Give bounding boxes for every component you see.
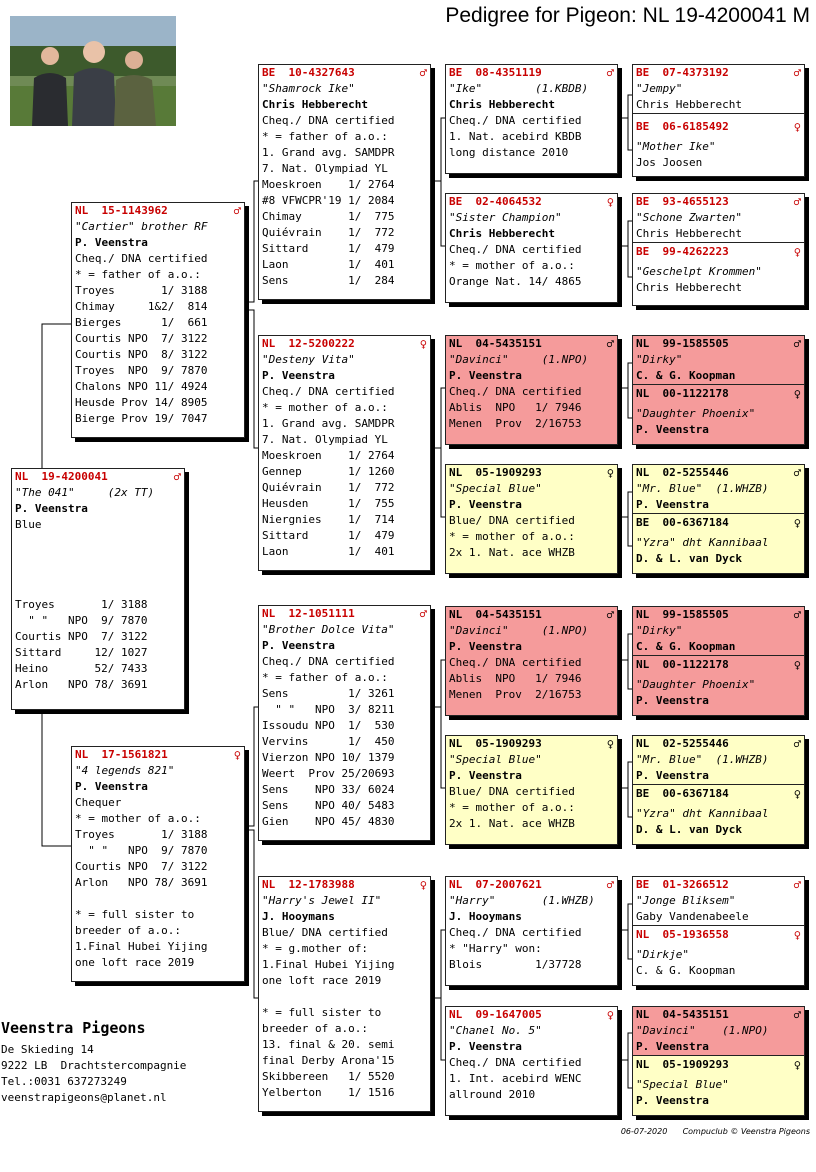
owner: P. Veenstra xyxy=(15,502,88,515)
info-line: Niergnies 1/ 714 xyxy=(262,513,395,526)
info-line: Moeskroen 1/ 2764 xyxy=(262,449,395,462)
info-line: Moeskroen 1/ 2764 xyxy=(262,178,395,191)
ring-number: NL 05-1936558 xyxy=(636,928,729,941)
great-grandparent-card[interactable] xyxy=(445,876,618,986)
ring-number: NL 00-1122178 xyxy=(636,658,729,671)
info-line: Arlon NPO 78/ 3691 xyxy=(75,876,208,889)
ring-number: NL 04-5435151 xyxy=(449,608,542,621)
pigeon-name: "Mr. Blue" (1.WHZB) xyxy=(636,482,769,495)
great-grandparent-card[interactable] xyxy=(445,64,618,174)
male-icon: ♂ xyxy=(419,66,427,80)
footer-credit: Compuclub © Veenstra Pigeons xyxy=(682,1127,810,1136)
male-icon: ♂ xyxy=(793,1008,801,1022)
pigeon-name: "Dirky" xyxy=(636,624,683,637)
info-line: * = mother of a.o.: xyxy=(262,401,388,414)
owner: P. Veenstra xyxy=(262,639,335,652)
female-icon: ♀ xyxy=(793,1058,801,1072)
info-line: allround 2010 xyxy=(449,1088,536,1101)
info-line: Chalons NPO 11/ 4924 xyxy=(75,380,208,393)
info-line xyxy=(15,565,181,581)
owner: P. Veenstra xyxy=(75,236,148,249)
pigeon-name: "The 041" (2x TT) xyxy=(15,486,155,499)
info-line: one loft race 2019 xyxy=(262,974,382,987)
gen4-pair-card[interactable] xyxy=(632,464,805,574)
great-grandparent-card[interactable] xyxy=(445,606,618,716)
male-icon: ♂ xyxy=(793,878,801,892)
great-grandparent-card[interactable] xyxy=(445,464,618,574)
female-icon: ♀ xyxy=(606,466,614,480)
info-line: Cheq./ DNA certified xyxy=(449,1056,582,1069)
info-line: Bierge Prov 19/ 7047 xyxy=(75,412,208,425)
info-line: Blue xyxy=(15,518,42,531)
owner: P. Veenstra xyxy=(636,694,709,707)
ring-number: BE 93-4655123 xyxy=(636,195,729,208)
pigeon-name: "Mr. Blue" (1.WHZB) xyxy=(636,753,769,766)
ring-number: NL 02-5255446 xyxy=(636,737,729,750)
female-icon: ♀ xyxy=(793,387,801,401)
owner: P. Veenstra xyxy=(636,769,709,782)
info-line: Cheq./ DNA certified xyxy=(75,252,208,265)
info-line: #8 VFWCPR'19 1/ 2084 xyxy=(262,194,395,207)
loft-phone: Tel.:0031 637273249 xyxy=(1,1075,127,1088)
ring-number: BE 00-6367184 xyxy=(636,516,729,529)
pigeon-name: "Shamrock Ike" xyxy=(262,82,355,95)
pigeon-name: "Jempy" xyxy=(636,82,683,95)
info-line: one loft race 2019 xyxy=(75,956,195,969)
female-icon: ♀ xyxy=(793,245,801,259)
info-line: 7. Nat. Olympiad YL xyxy=(262,162,388,175)
info-line: * = full sister to xyxy=(75,908,195,921)
info-line: Sens NPO 33/ 6024 xyxy=(262,783,395,796)
info-line: Heusde Prov 14/ 8905 xyxy=(75,396,208,409)
info-line: Blois 1/37728 xyxy=(449,958,582,971)
sire-sire-card[interactable] xyxy=(258,64,431,300)
info-line: Courtis NPO 7/ 3122 xyxy=(15,630,148,643)
owner: D. & L. van Dyck xyxy=(636,823,742,836)
pigeon-name: "Mother Ike" xyxy=(636,140,716,153)
pair-divider xyxy=(633,513,804,514)
info-line: long distance 2010 xyxy=(449,146,569,159)
owner: P. Veenstra xyxy=(449,498,522,511)
gen4-pair-card[interactable] xyxy=(632,335,805,445)
info-line: 7. Nat. Olympiad YL xyxy=(262,433,388,446)
info-line: Ablis NPO 1/ 7946 xyxy=(449,401,582,414)
pair-divider xyxy=(633,784,804,785)
info-line: " " NPO 3/ 8211 xyxy=(262,703,395,716)
info-line: Gien NPO 45/ 4830 xyxy=(262,815,395,828)
ring-number: BE 08-4351119 xyxy=(449,66,542,79)
female-icon: ♀ xyxy=(606,195,614,209)
pigeon-name: "Geschelpt Krommen" xyxy=(636,265,762,278)
info-line: breeder of a.o.: xyxy=(75,924,181,937)
info-line: Skibbereen 1/ 5520 xyxy=(262,1070,395,1083)
owner: Chris Hebberecht xyxy=(449,227,555,240)
great-grandparent-card[interactable] xyxy=(445,193,618,303)
info-line: Troyes NPO 9/ 7870 xyxy=(75,364,208,377)
male-icon: ♂ xyxy=(606,66,614,80)
info-line: Vierzon NPO 10/ 1379 xyxy=(262,751,395,764)
pair-lower-half xyxy=(633,1055,804,1116)
info-line: Cheq./ DNA certified xyxy=(449,656,582,669)
gen4-pair-card[interactable] xyxy=(632,876,805,986)
ring-number: BE 07-4373192 xyxy=(636,66,729,79)
info-line: 1. Grand avg. SAMDPR xyxy=(262,417,395,430)
info-line: * = mother of a.o.: xyxy=(449,801,575,814)
pigeon-name: "Daughter Phoenix" xyxy=(636,407,756,420)
info-line: 2x 1. Nat. ace WHZB xyxy=(449,817,575,830)
female-icon: ♀ xyxy=(793,516,801,530)
female-icon: ♀ xyxy=(606,1008,614,1022)
ring-number: NL 99-1585505 xyxy=(636,608,729,621)
ring-number: NL 12-1783988 xyxy=(262,878,355,891)
male-icon: ♂ xyxy=(793,195,801,209)
pigeon-name: "Dirky" xyxy=(636,353,683,366)
pigeon-name: "Yzra" dht Kannibaal xyxy=(636,807,769,820)
info-line xyxy=(262,989,427,1005)
info-line: * = father of a.o.: xyxy=(262,130,388,143)
male-icon: ♂ xyxy=(793,608,801,622)
pigeon-name: "Sister Champion" xyxy=(449,211,562,224)
owner: Chris Hebberecht xyxy=(636,227,742,240)
owner: P. Veenstra xyxy=(449,369,522,382)
info-line: " " NPO 9/ 7870 xyxy=(15,614,148,627)
male-icon: ♂ xyxy=(606,608,614,622)
pigeon-name: "Daughter Phoenix" xyxy=(636,678,756,691)
info-line: Courtis NPO 8/ 3122 xyxy=(75,348,208,361)
info-line: Sens NPO 40/ 5483 xyxy=(262,799,395,812)
pair-divider xyxy=(633,113,804,114)
pair-divider xyxy=(633,384,804,385)
gen4-pair-card[interactable] xyxy=(632,606,805,716)
female-icon: ♀ xyxy=(419,337,427,351)
info-line: Cheq./ DNA certified xyxy=(449,385,582,398)
owner: P. Veenstra xyxy=(636,498,709,511)
info-line: Troyes 1/ 3188 xyxy=(75,284,208,297)
ring-number: NL 12-1051111 xyxy=(262,607,355,620)
info-line: Yelberton 1/ 1516 xyxy=(262,1086,395,1099)
ring-number: NL 17-1561821 xyxy=(75,748,168,761)
female-icon: ♀ xyxy=(606,737,614,751)
pigeon-name: "Desteny Vita" xyxy=(262,353,355,366)
pigeon-name: "Yzra" dht Kannibaal xyxy=(636,536,769,549)
ring-number: NL 15-1143962 xyxy=(75,204,168,217)
male-icon: ♂ xyxy=(173,470,181,484)
dam-sire-card[interactable] xyxy=(258,605,431,841)
pair-divider xyxy=(633,242,804,243)
info-line: Chequer xyxy=(75,796,122,809)
info-line: Troyes 1/ 3188 xyxy=(75,828,208,841)
footer xyxy=(621,1127,810,1136)
info-line: * = mother of a.o.: xyxy=(75,812,201,825)
pair-divider xyxy=(633,655,804,656)
pigeon-name: "Jonge Bliksem" xyxy=(636,894,736,907)
great-grandparent-card[interactable] xyxy=(445,335,618,445)
info-line: final Derby Arona'15 xyxy=(262,1054,395,1067)
pigeon-name: "Davinci" (1.NPO) xyxy=(449,353,589,366)
owner: P. Veenstra xyxy=(262,369,335,382)
great-grandparent-card[interactable] xyxy=(445,735,618,845)
loft-name: Veenstra Pigeons xyxy=(1,1019,146,1037)
male-icon: ♂ xyxy=(606,337,614,351)
info-line: Courtis NPO 7/ 3122 xyxy=(75,332,208,345)
pigeon-name: "Chanel No. 5" xyxy=(449,1024,542,1037)
owner: Jos Joosen xyxy=(636,156,703,169)
info-line: Laon 1/ 401 xyxy=(262,545,395,558)
pigeon-name: "Davinci" (1.NPO) xyxy=(636,1024,769,1037)
great-grandparent-card[interactable] xyxy=(445,1006,618,1116)
male-icon: ♂ xyxy=(793,737,801,751)
female-icon: ♀ xyxy=(793,658,801,672)
male-icon: ♂ xyxy=(419,607,427,621)
ring-number: BE 06-6185492 xyxy=(636,120,729,133)
owner: C. & G. Koopman xyxy=(636,640,736,653)
pigeon-name: "Schone Zwarten" xyxy=(636,211,742,224)
owner: Chris Hebberecht xyxy=(449,98,555,111)
owner: P. Veenstra xyxy=(449,640,522,653)
gen4-pair-card[interactable] xyxy=(632,1006,805,1116)
gen4-pair-card[interactable] xyxy=(632,193,805,306)
info-line: breeder of a.o.: xyxy=(262,1022,368,1035)
info-line: Quiévrain 1/ 772 xyxy=(262,481,395,494)
owner: P. Veenstra xyxy=(449,1040,522,1053)
ring-number: NL 09-1647005 xyxy=(449,1008,542,1021)
info-line: 1.Final Hubei Yijing xyxy=(262,958,395,971)
male-icon: ♂ xyxy=(606,878,614,892)
info-line: 2x 1. Nat. ace WHZB xyxy=(449,546,575,559)
info-line: Ablis NPO 1/ 7946 xyxy=(449,672,582,685)
info-line: * = g.mother of: xyxy=(262,942,368,955)
pigeon-name: "Special Blue" xyxy=(449,482,542,495)
pair-divider xyxy=(633,925,804,926)
info-line: * = mother of a.o.: xyxy=(449,530,575,543)
ring-number: BE 01-3266512 xyxy=(636,878,729,891)
info-line: * "Harry" won: xyxy=(449,942,542,955)
ring-number: NL 02-5255446 xyxy=(636,466,729,479)
info-line: Arlon NPO 78/ 3691 xyxy=(15,678,148,691)
info-line: Sittard 1/ 479 xyxy=(262,529,395,542)
male-icon: ♂ xyxy=(793,466,801,480)
owner: D. & L. van Dyck xyxy=(636,552,742,565)
info-line: 1. Int. acebird WENC xyxy=(449,1072,582,1085)
owner: P. Veenstra xyxy=(449,769,522,782)
info-line: Blue/ DNA certified xyxy=(449,785,575,798)
female-icon: ♀ xyxy=(419,878,427,892)
info-line xyxy=(15,549,181,565)
owner: P. Veenstra xyxy=(636,423,709,436)
female-icon: ♀ xyxy=(233,748,241,762)
owner: Chris Hebberecht xyxy=(636,281,742,294)
ring-number: NL 12-5200222 xyxy=(262,337,355,350)
sire-card[interactable] xyxy=(71,202,245,438)
female-icon: ♀ xyxy=(793,787,801,801)
info-line: Bierges 1/ 661 xyxy=(75,316,208,329)
ring-number: NL 04-5435151 xyxy=(449,337,542,350)
ring-number: NL 00-1122178 xyxy=(636,387,729,400)
info-line: 1. Nat. acebird KBDB xyxy=(449,130,582,143)
info-line: Cheq./ DNA certified xyxy=(449,114,582,127)
subject-pigeon-card[interactable] xyxy=(11,468,185,710)
gen4-pair-card[interactable] xyxy=(632,735,805,845)
pigeon-name: "4 legends 821" xyxy=(75,764,175,777)
info-line: Quiévrain 1/ 772 xyxy=(262,226,395,239)
info-line xyxy=(15,533,181,549)
ring-number: NL 05-1909293 xyxy=(449,466,542,479)
ring-number: NL 99-1585505 xyxy=(636,337,729,350)
dam-card[interactable] xyxy=(71,746,245,982)
info-line: Chimay 1/ 775 xyxy=(262,210,395,223)
info-line: Heusden 1/ 755 xyxy=(262,497,395,510)
ring-number: NL 04-5435151 xyxy=(636,1008,729,1021)
owner: J. Hooymans xyxy=(262,910,335,923)
dam-dam-card[interactable] xyxy=(258,876,431,1112)
info-line: Weert Prov 25/20693 xyxy=(262,767,395,780)
owner: Gaby Vandenabeele xyxy=(636,910,749,923)
female-icon: ♀ xyxy=(793,928,801,942)
info-line: * = mother of a.o.: xyxy=(449,259,575,272)
owner: C. & G. Koopman xyxy=(636,964,736,977)
info-line: Sens 1/ 284 xyxy=(262,274,395,287)
ring-number: NL 07-2007621 xyxy=(449,878,542,891)
info-line: Cheq./ DNA certified xyxy=(262,114,395,127)
info-line: Cheq./ DNA certified xyxy=(262,385,395,398)
info-line: Sittard 12/ 1027 xyxy=(15,646,148,659)
pigeon-name: "Dirkje" xyxy=(636,948,689,961)
info-line: Gennep 1/ 1260 xyxy=(262,465,395,478)
pigeon-name: "Davinci" (1.NPO) xyxy=(449,624,589,637)
ring-number: BE 10-4327643 xyxy=(262,66,355,79)
owner: Chris Hebberecht xyxy=(636,98,742,111)
info-line xyxy=(15,581,181,597)
male-icon: ♂ xyxy=(233,204,241,218)
page-title: Pedigree for Pigeon: NL 19-4200041 M xyxy=(445,4,810,27)
male-icon: ♂ xyxy=(793,66,801,80)
pigeon-name: "Special Blue" xyxy=(636,1078,729,1091)
owner: J. Hooymans xyxy=(449,910,522,923)
info-line: 1. Grand avg. SAMDPR xyxy=(262,146,395,159)
info-line: Courtis NPO 7/ 3122 xyxy=(75,860,208,873)
info-line: Blue/ DNA certified xyxy=(262,926,388,939)
female-icon: ♀ xyxy=(793,120,801,134)
pigeon-name: "Cartier" brother RF xyxy=(75,220,208,233)
loft-email[interactable]: veenstrapigeons@planet.nl xyxy=(1,1091,167,1104)
info-line: Menen Prov 2/16753 xyxy=(449,688,582,701)
info-line: Laon 1/ 401 xyxy=(262,258,395,271)
info-line: 13. final & 20. semi xyxy=(262,1038,395,1051)
footer-date: 06-07-2020 xyxy=(620,1127,668,1136)
info-line: Vervins 1/ 450 xyxy=(262,735,395,748)
info-line: Heino 52/ 7433 xyxy=(15,662,148,675)
gen4-pair-card[interactable] xyxy=(632,64,805,177)
info-line: Blue/ DNA certified xyxy=(449,514,575,527)
info-line: " " NPO 9/ 7870 xyxy=(75,844,208,857)
info-line: Issoudu NPO 1/ 530 xyxy=(262,719,395,732)
ring-number: NL 05-1909293 xyxy=(636,1058,729,1071)
info-line: Sens 1/ 3261 xyxy=(262,687,395,700)
male-icon: ♂ xyxy=(793,337,801,351)
info-line: Chimay 1&2/ 814 xyxy=(75,300,208,313)
info-line: * = father of a.o.: xyxy=(75,268,201,281)
info-line: Cheq./ DNA certified xyxy=(262,655,395,668)
info-line: Menen Prov 2/16753 xyxy=(449,417,582,430)
info-line: Cheq./ DNA certified xyxy=(449,926,582,939)
pigeon-name: "Ike" (1.KBDB) xyxy=(449,82,589,95)
owner: P. Veenstra xyxy=(636,1040,709,1053)
ring-number: BE 02-4064532 xyxy=(449,195,542,208)
pigeon-name: "Brother Dolce Vita" xyxy=(262,623,395,636)
ring-number: NL 19-4200041 xyxy=(15,470,108,483)
info-line xyxy=(75,891,241,907)
sire-dam-card[interactable] xyxy=(258,335,431,571)
info-line: Orange Nat. 14/ 4865 xyxy=(449,275,582,288)
info-line: 1.Final Hubei Yijing xyxy=(75,940,208,953)
pigeon-name: "Special Blue" xyxy=(449,753,542,766)
owner: P. Veenstra xyxy=(75,780,148,793)
info-line: * = full sister to xyxy=(262,1006,382,1019)
owner: Chris Hebberecht xyxy=(262,98,368,111)
info-line: Sittard 1/ 479 xyxy=(262,242,395,255)
ring-number: NL 05-1909293 xyxy=(449,737,542,750)
info-line: Cheq./ DNA certified xyxy=(449,243,582,256)
pigeon-name: "Harry" (1.WHZB) xyxy=(449,894,595,907)
loft-address-line: 9222 LB Drachtstercompagnie xyxy=(1,1059,187,1072)
ring-number: BE 00-6367184 xyxy=(636,787,729,800)
pigeon-name: "Harry's Jewel II" xyxy=(262,894,382,907)
owner: C. & G. Koopman xyxy=(636,369,736,382)
ring-number: BE 99-4262223 xyxy=(636,245,729,258)
info-line: * = father of a.o.: xyxy=(262,671,388,684)
loft-address-line: De Skieding 14 xyxy=(1,1043,94,1056)
owner: P. Veenstra xyxy=(636,1094,709,1107)
info-line: Troyes 1/ 3188 xyxy=(15,598,148,611)
